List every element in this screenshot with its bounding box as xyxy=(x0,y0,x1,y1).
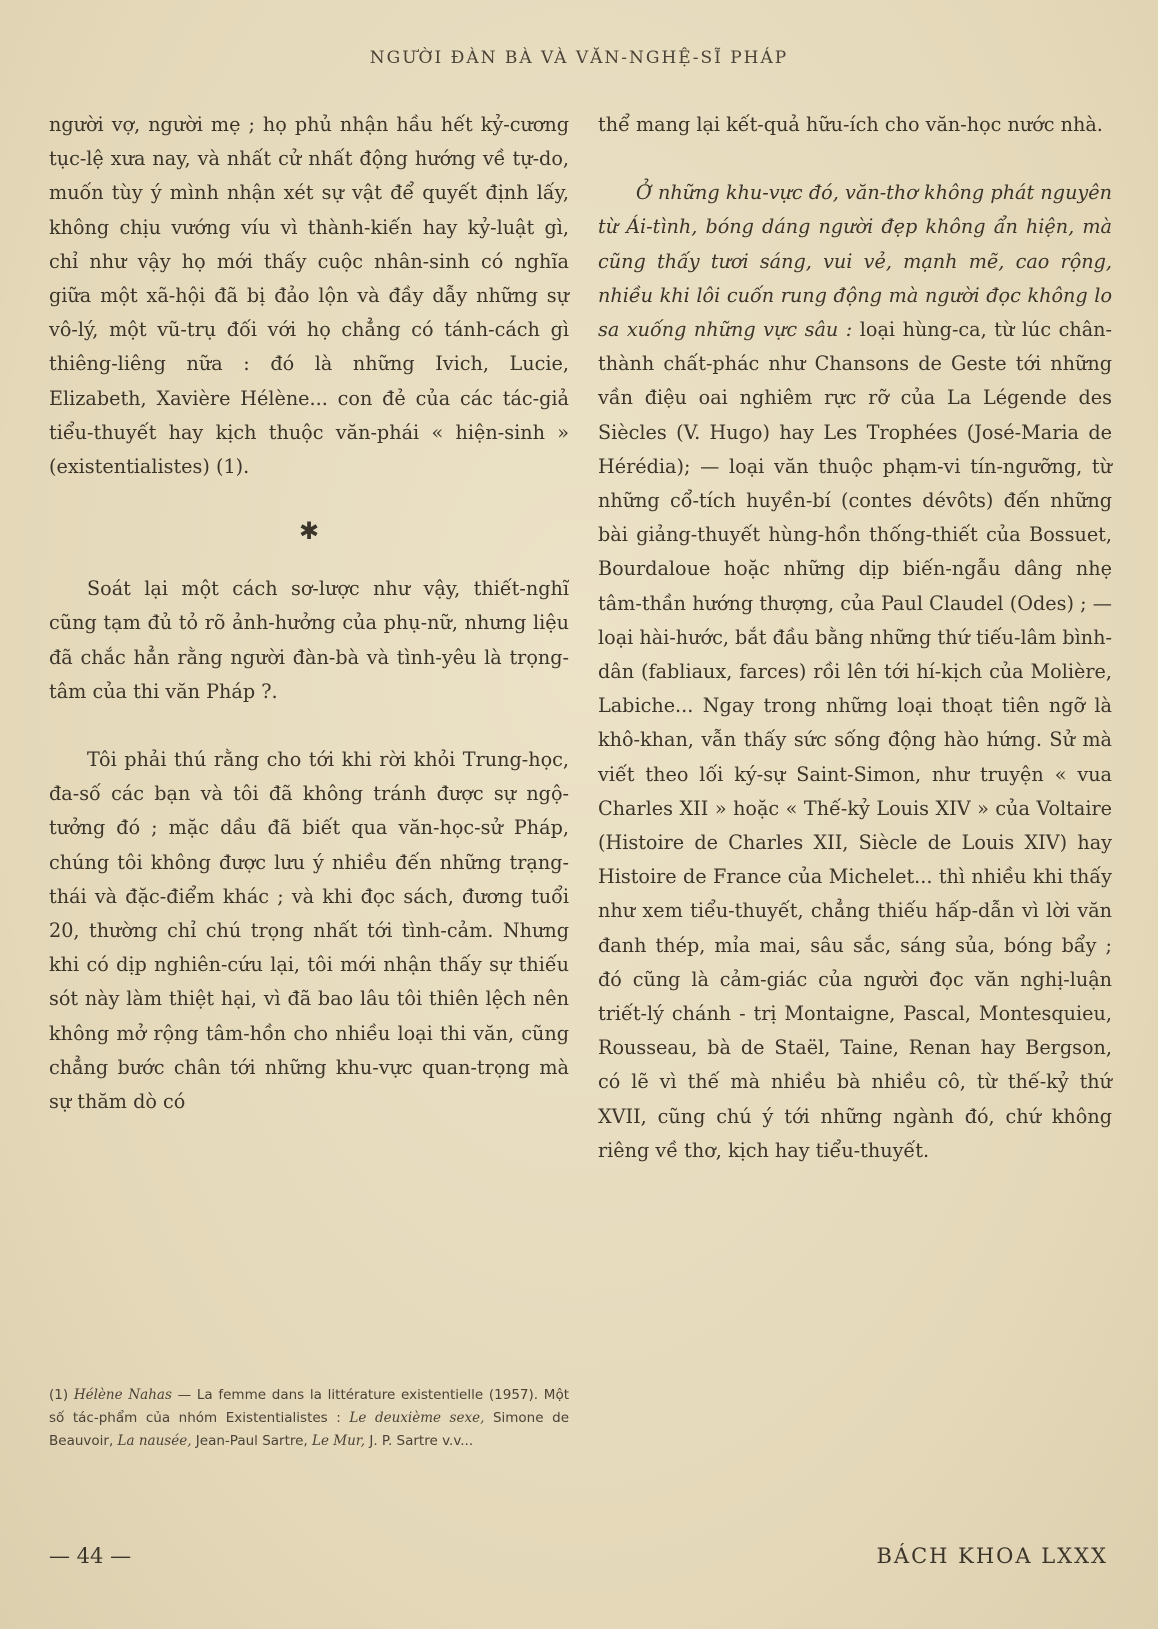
magazine-name: BÁCH KHOA LXXX xyxy=(876,1544,1108,1568)
footnote-author: Hélène Nahas xyxy=(73,1387,172,1403)
footnote-dash: — xyxy=(177,1387,192,1403)
page-number: — 44 — xyxy=(49,1544,132,1568)
left-paragraph-2: Soát lại một cách sơ-lược như vậy, thiết-nghĩ cũng tạm đủ tỏ rõ ảnh-hưởng của phụ-nữ, nhưng liệu đã chắc hẳn rằng người đàn-bà và tình-yêu là trọng-tâm của thi văn Pháp ?. xyxy=(49,577,569,703)
left-column xyxy=(49,108,569,1119)
footnote-work-3: Le Mur, xyxy=(312,1433,366,1449)
right-paragraph-2-text: loại hùng-ca, từ lúc chân-thành chất-phác như Chansons de Geste tới những vần điệu oai nghiêm rực rỡ của La Légende des Siècles (V. Hugo) hay Les Trophées (José-Maria de Hérédia); — loại văn thuộc phạm-vi tín-ngưỡng, từ những cổ-tích huyền-bí (contes dévôts) đến những bài giảng-thuyết hùng-hồn thống-thiết của Bossuet, Bourdaloue hoặc những dịp biến-ngẫu dâng nhẹ tâm-thần hướng thượng, của Paul Claudel (Odes) ; — loại hài-hước, bắt đầu bằng những thứ tiếu-lâm bình-dân (fabliaux, farces) rồi lên tới hí-kịch của Molière, Labiche... Ngay trong những loại thoạt tiên ngỡ là khô-khan, vẫn thấy sức sống động hào hứng. Sử mà viết theo lối ký-sự Saint-Simon, như truyện « vua Charles XII » hoặc « Thế-kỷ Louis XIV » của Voltaire (Histoire de Charles XII, Siècle de Louis XIV) hay Histoire de France của Michelet... thì nhiều khi thấy như xem tiểu-thuyết, chẳng thiếu hấp-dẫn vì lời văn đanh thép, mỉa mai, sâu sắc, sáng sủa, bóng bẩy ; đó cũng là cảm-giác của người đọc văn nghị-luận triết-lý chánh - trị Montaigne, Pascal, Montesquieu, Rousseau, bà de Staël, Taine, Renan hay Bergson, có lẽ vì thế mà nhiều bà nhiều cô, từ thế-kỷ thứ XVII, cũng chú ý tới những ngành đó, chứ không riêng về thơ, kịch hay tiểu-thuyết. xyxy=(598,318,1112,1162)
running-head: NGƯỜI ĐÀN BÀ VÀ VĂN-NGHỆ-SĨ PHÁP xyxy=(369,48,789,68)
right-paragraph-1: thể mang lại kết-quả hữu-ích cho văn-học nước nhà. xyxy=(598,113,1103,136)
footnote-author-1: Simone de Beauvoir, xyxy=(49,1410,569,1449)
right-paragraph-2 xyxy=(598,176,1112,1168)
left-paragraph-1: người vợ, người mẹ ; họ phủ nhận hầu hết kỷ-cương tục-lệ xưa nay, và nhất cử nhất động hướng về tự-do, muốn tùy ý mình nhận xét sự vật để quyết định lấy, không chịu vướng víu vì thành-kiến hay kỷ-luật gì, chỉ như vậy họ mới thấy cuộc nhân-sinh có nghĩa giữa một xã-hội đã bị đảo lộn và đầy dẫy những sự vô-lý, một vũ-trụ đối với họ chẳng có tánh-cách gì thiêng-liêng nữa : đó là những Ivich, Lucie, Elizabeth, Xavière Hélène... con đẻ của các tác-giả tiểu-thuyết hay kịch thuộc văn-phái « hiện-sinh » (existentialistes) (1). xyxy=(49,113,569,479)
right-column xyxy=(598,108,1112,1168)
left-paragraph-3: Tôi phải thú rằng cho tới khi rời khỏi Trung-học, đa-số các bạn và tôi đã không tránh được sự ngộ-tưởng đó ; mặc dầu đã biết qua văn-học-sử Pháp, chúng tôi không được lưu ý nhiều đến những trạng-thái và đặc-điểm khác ; và khi đọc sách, đương tuổi 20, thường chỉ chú trọng nhất tới tình-cảm. Nhưng khi có dịp nghiên-cứu lại, tôi mới nhận thấy sự thiếu sót này làm thiệt hại, vì đã bao lâu tôi thiên lệch nên không mở rộng tâm-hồn cho nhiều loại thi văn, cũng chẳng bước chân tới những khu-vực quan-trọng mà sự thăm dò có xyxy=(49,748,569,1114)
footnote-work-1: Le deuxième sexe, xyxy=(349,1410,485,1426)
footnote-author-2: Jean-Paul Sartre, xyxy=(195,1433,308,1449)
footnote xyxy=(49,1384,569,1453)
footnote-work-2: La nausée, xyxy=(117,1433,192,1449)
footnote-text: La femme dans la littérature existentielle (1957). Một số tác-phẩm của nhóm Existentialistes : xyxy=(49,1387,570,1426)
footnote-marker: (1) xyxy=(49,1387,69,1403)
section-separator: ✱ xyxy=(298,517,320,546)
footnote-author-3: J. P. Sartre v.v... xyxy=(369,1433,474,1449)
right-paragraph-2-italic: Ở những khu-vực đó, văn-thơ không phát nguyên từ Ái-tình, bóng dáng người đẹp không ẩn hiện, mà cũng thấy tươi sáng, vui vẻ, mạnh mẽ, cao rộng, nhiều khi lôi cuốn rung động mà người đọc không lo sa xuống những vực sâu : xyxy=(598,181,1112,342)
